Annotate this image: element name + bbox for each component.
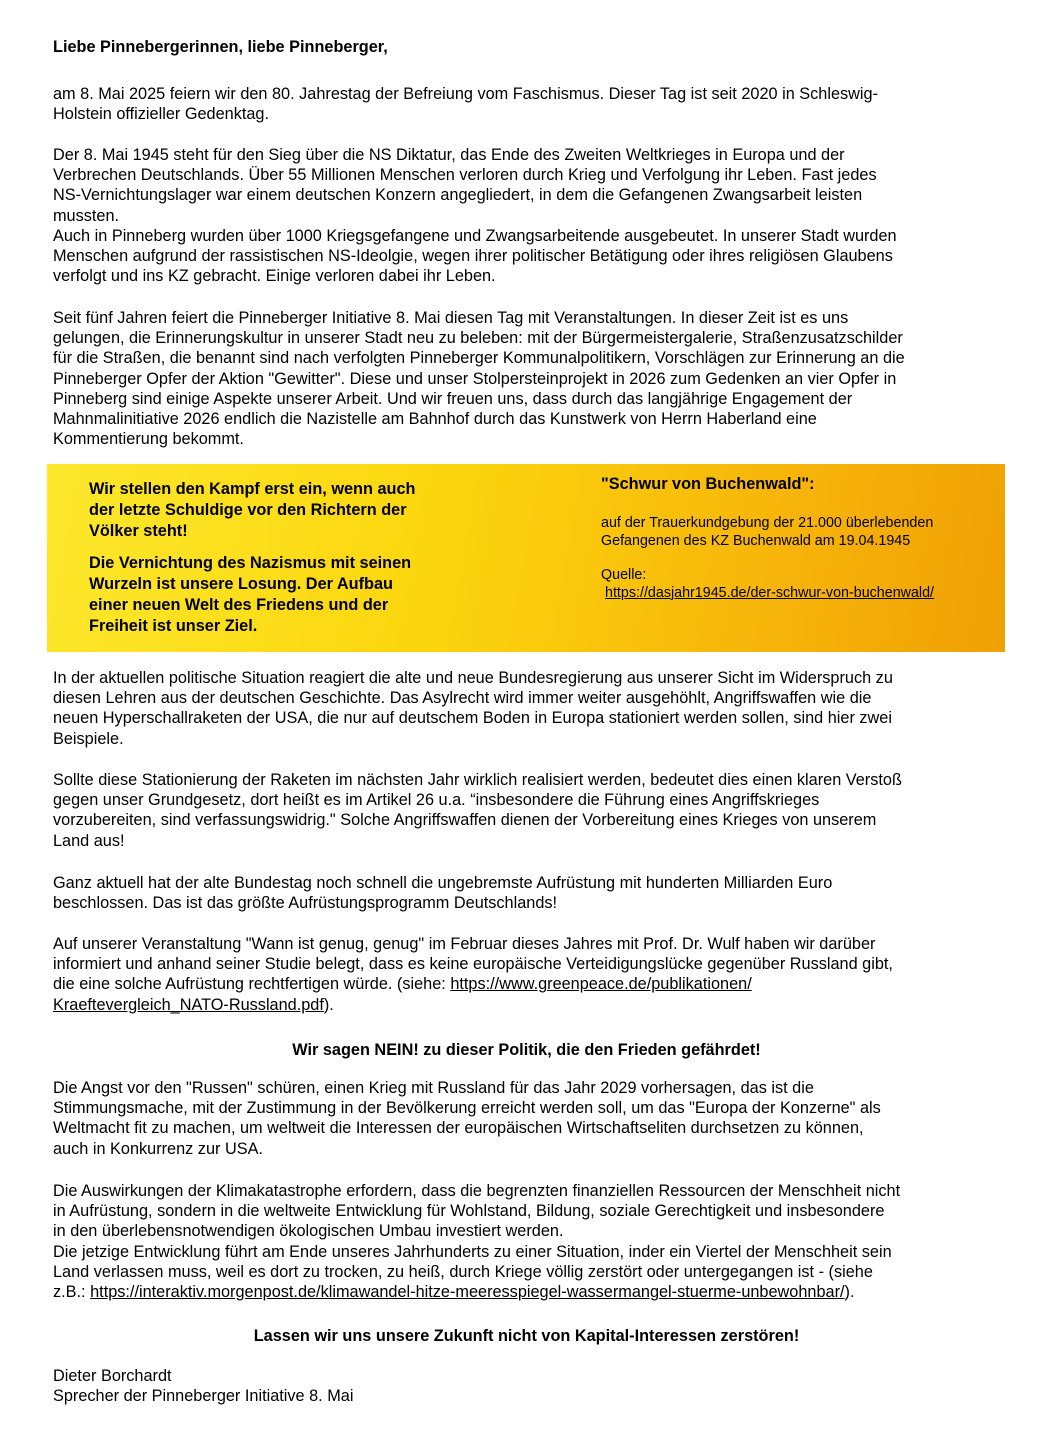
text-line: Die Vernichtung des Nazismus mit seinen xyxy=(89,554,412,572)
text-line: Kommentierung bekommt. xyxy=(53,430,244,449)
quote-title: "Schwur von Buchenwald": xyxy=(601,475,815,493)
morgenpost-link[interactable]: https://interaktiv.morgenpost.de/klimawandel-hitze-meeresspiegel-wassermangel-stuerme-unbewohnbar/ xyxy=(90,1283,845,1302)
source-label: Quelle: xyxy=(601,567,647,583)
text-line: in den überlebensnotwendigen ökologischen Umbau investiert werden. xyxy=(53,1222,564,1241)
text-line: Sollte diese Stationierung der Raketen im nächsten Jahr wirklich realisiert werden, bedeutet dies einen klaren Verstoß xyxy=(53,771,902,789)
text-line: am 8. Mai 2025 feiern wir den 80. Jahrestag der Befreiung vom Faschismus. Dieser Tag ist seit 2020 in Schleswig- xyxy=(53,85,879,103)
text-line: auch in Konkurrenz zur USA. xyxy=(53,1139,263,1158)
quote-source xyxy=(601,567,991,602)
text-span: die eine solche Aufrüstung rechtfertigen würde. (siehe: xyxy=(53,975,451,994)
text-line: informiert und anhand seiner Studie belegt, dass es keine europäische Verteidigungslücke gegenüber Russland gibt, xyxy=(53,955,893,974)
paragraph-event xyxy=(53,934,1013,1015)
text-line: Der 8. Mai 1945 steht für den Sieg über die NS Diktatur, das Ende des Zweiten Weltkrieges in Europa und der xyxy=(53,146,845,164)
text-line: neuen Hyperschallraketen der USA, die nur auf deutschem Boden in Europa stationiert werden sollen, sind hier zwei xyxy=(53,709,892,728)
text-line: Freiheit ist unser Ziel. xyxy=(89,617,258,635)
text-line: Seit fünf Jahren feiert die Pinneberger Initiative 8. Mai diesen Tag mit Veranstaltungen. In dieser Zeit ist es uns xyxy=(53,309,849,327)
text-span: ). xyxy=(844,1283,855,1302)
quote-attribution xyxy=(601,474,991,602)
paragraph-initiative xyxy=(53,308,1013,449)
text-line: der letzte Schuldige vor den Richtern der xyxy=(89,501,407,519)
signature-name: Dieter Borchardt xyxy=(53,1367,172,1385)
text-line: Land aus! xyxy=(53,831,125,850)
buchenwald-quote-box xyxy=(47,464,1005,652)
text-line: gelungen, die Erinnerungskultur in unserer Stadt neu zu beleben: mit der Bürgermeistergalerie, Straßenzusatzschilder xyxy=(53,329,903,348)
text-line: für die Straßen, die benannt sind nach verfolgten Pinneberger Kommunalpolitikern, Vorschlägen zur Erinnerung an die xyxy=(53,349,905,368)
source-link[interactable]: https://dasjahr1945.de/der-schwur-von-buchenwald/ xyxy=(605,584,935,601)
text-span: ). xyxy=(323,995,334,1014)
text-line: diesen Lehren aus der deutschen Geschichte. Das Asylrecht wird immer weiter ausgehöhlt, Angriffswaffen wie die xyxy=(53,689,872,708)
text-line: Auf unserer Veranstaltung "Wann ist genug, genug" im Februar dieses Jahres mit Prof. Dr. Wulf haben wir darüber xyxy=(53,935,876,953)
text-line: In der aktuellen politische Situation reagiert die alte und neue Bundesregierung aus unserer Sicht im Widerspruch zu xyxy=(53,669,893,687)
signature xyxy=(53,1366,1013,1406)
text-line: Die Angst vor den "Russen" schüren, einen Krieg mit Russland für das Jahr 2029 vorhersagen, das ist die xyxy=(53,1079,814,1097)
greenpeace-link-continued[interactable]: Kraeftevergleich_NATO-Russland.pdf xyxy=(53,995,324,1014)
text-line xyxy=(53,1282,1013,1302)
paragraph-missiles xyxy=(53,770,1013,851)
text-line: Menschen aufgrund der rassistischen NS-Ideolgie, wegen ihrer politischer Betätigung oder ihres religiösen Glaubens xyxy=(53,247,893,266)
text-line: Holstein offizieller Gedenktag. xyxy=(53,105,269,124)
text-line: Völker steht! xyxy=(89,522,188,540)
text-line: Ganz aktuell hat der alte Bundestag noch schnell die ungebremste Aufrüstung mit hunderten Milliarden Euro xyxy=(53,874,833,892)
text-span: z.B.: xyxy=(53,1283,91,1302)
text-line: Wir stellen den Kampf erst ein, wenn auch xyxy=(89,480,416,498)
oath-quote xyxy=(89,479,489,637)
source-link-wrap xyxy=(601,585,991,603)
oath-paragraph xyxy=(89,553,489,637)
text-line: Die jetzige Entwicklung führt am Ende unseres Jahrhunderts zu einer Situation, inder ein Viertel der Menschheit sein xyxy=(53,1242,892,1261)
text-line: NS-Vernichtungslager war einem deutschen Konzern angegliedert, in dem die Gefangenen Zwangsarbeit leisten xyxy=(53,186,863,205)
text-line: Gefangenen des KZ Buchenwald am 19.04.1945 xyxy=(601,532,911,549)
text-line xyxy=(53,974,1013,994)
quote-occasion xyxy=(601,515,991,550)
text-line: Auch in Pinneberg wurden über 1000 Kriegsgefangene und Zwangsarbeitende ausgebeutet. In unserer Stadt wurden xyxy=(53,226,897,245)
paragraph-history xyxy=(53,145,1013,286)
slogan-no-to-politics: Wir sagen NEIN! zu dieser Politik, die den Frieden gefährdet! xyxy=(292,1041,761,1059)
text-line: gegen unser Grundgesetz, dort heißt es im Artikel 26 u.a. “insbesondere die Führung eines Angriffskrieges xyxy=(53,791,820,810)
text-line: Die Auswirkungen der Klimakatastrophe erfordern, dass die begrenzten finanziellen Ressourcen der Menschheit nicht xyxy=(53,1182,901,1200)
text-line: mussten. xyxy=(53,206,120,225)
paragraph-armament xyxy=(53,873,1013,913)
signature-role: Sprecher der Pinneberger Initiative 8. Mai xyxy=(53,1387,354,1406)
text-line: Mahnmalinitiative 2026 endlich die Nazistelle am Bahnhof durch das Kunstwerk von Herrn Haberland eine xyxy=(53,410,817,429)
text-line: Pinneberger Opfer der Aktion "Gewitter". Diese und unser Stolpersteinprojekt in 2026 zum Gedenken an vier Opfer in xyxy=(53,369,897,388)
text-line xyxy=(53,995,1013,1015)
text-line: Beispiele. xyxy=(53,729,124,748)
text-line: einer neuen Welt des Friedens und der xyxy=(89,596,389,614)
greenpeace-link[interactable]: https://www.greenpeace.de/publikationen/ xyxy=(450,975,752,994)
text-line: verfolgt und ins KZ gebracht. Einige verloren dabei ihr Leben. xyxy=(53,267,496,286)
text-line: Land verlassen muss, weil es dort zu trocken, zu heiß, durch Kriege völlig zerstört oder untergegangen ist - (siehe xyxy=(53,1262,873,1281)
slogan-future: Lassen wir uns unsere Zukunft nicht von Kapital-Interessen zerstören! xyxy=(253,1327,800,1345)
paragraph-anniversary xyxy=(53,84,1013,124)
text-line: Stimmungsmache, mit der Zustimmung in der Bevölkerung erreicht werden soll, um das "Europa der Konzerne" als xyxy=(53,1099,881,1118)
oath-paragraph xyxy=(89,479,489,542)
text-line: beschlossen. Das ist das größte Aufrüstungsprogramm Deutschlands! xyxy=(53,894,558,913)
text-line: Pinneberg sind einige Aspekte unserer Arbeit. Und wir freuen uns, dass durch das langjährige Engagement der xyxy=(53,389,853,408)
greeting: Liebe Pinnebergerinnen, liebe Pinneberger, xyxy=(53,38,388,56)
paragraph-russia xyxy=(53,1078,1013,1159)
text-line: Wurzeln ist unsere Losung. Der Aufbau xyxy=(89,575,393,593)
text-line: Verbrechen Deutschlands. Über 55 Millionen Menschen verloren durch Krieg und Verfolgung ihr Leben. Fast jedes xyxy=(53,166,877,185)
text-line: auf der Trauerkundgebung der 21.000 überlebenden xyxy=(601,515,934,531)
text-line: vorzubereiten, sind verfassungswidrig." Solche Angriffswaffen dienen der Vorbereitung eines Krieges von unserem xyxy=(53,811,877,830)
paragraph-climate xyxy=(53,1181,1013,1302)
text-line: in Aufrüstung, sondern in die weltweite Entwicklung für Wohlstand, Bildung, soziale Gerechtigkeit und insbesondere xyxy=(53,1202,885,1221)
paragraph-politics xyxy=(53,668,1013,749)
text-line: Weltmacht fit zu machen, um weltweit die Interessen der europäischen Wirtschaftseliten durchsetzen zu können, xyxy=(53,1119,864,1138)
